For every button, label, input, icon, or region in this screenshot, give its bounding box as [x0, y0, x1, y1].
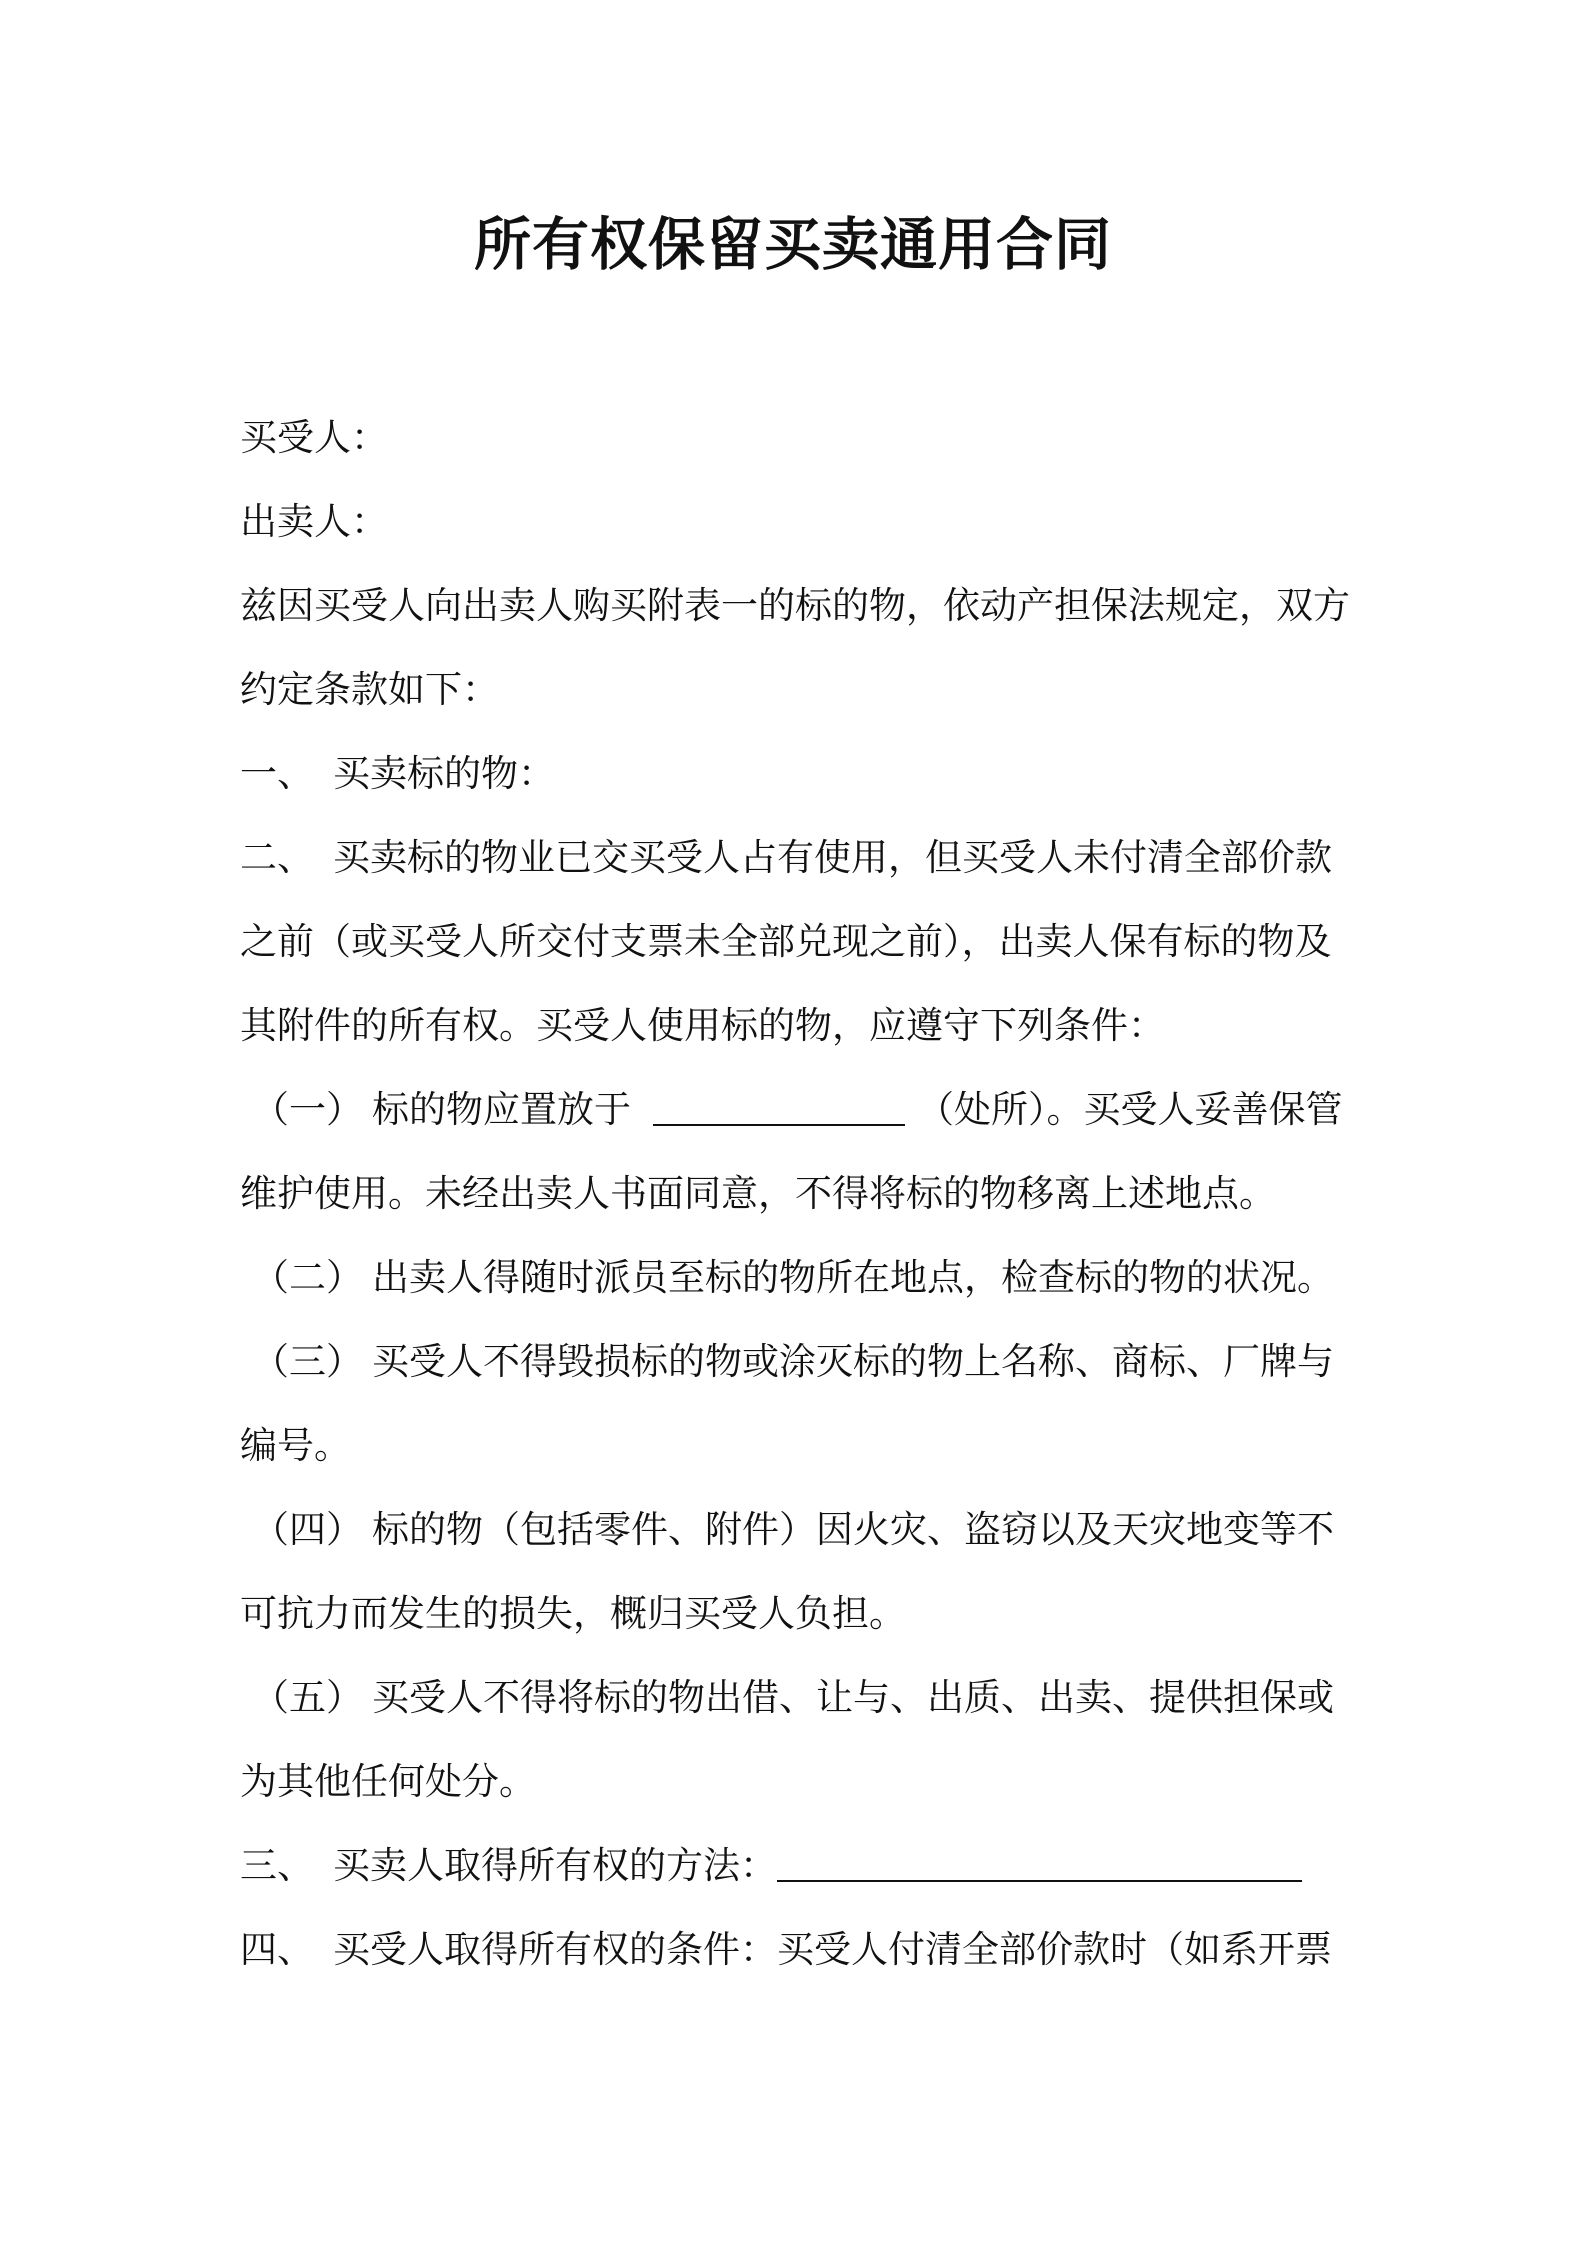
article-2-line-2: 之前（或买受人所交付支票未全部兑现之前），出卖人保有标的物及 — [240, 920, 1332, 963]
clause-5-line-2: 为其他任何处分。 — [240, 1760, 536, 1803]
clause-3-number: （三） — [252, 1340, 363, 1383]
buyer-label: 买受人： — [240, 416, 388, 459]
clause-2-number: （二） — [252, 1256, 363, 1299]
article-3-text: 买卖人取得所有权的方法： — [333, 1844, 777, 1887]
article-3-number: 三、 — [240, 1844, 314, 1887]
article-3 — [240, 1840, 1360, 1892]
method-blank[interactable] — [777, 1846, 1302, 1882]
clause-4-line-1 — [252, 1504, 1372, 1556]
clause-2-text: 出卖人得随时派员至标的物所在地点，检查标的物的状况。 — [372, 1256, 1334, 1299]
seller-label: 出卖人： — [240, 500, 388, 543]
article-4-text: 买受人取得所有权的条件：买受人付清全部价款时（如系开票 — [333, 1928, 1332, 1971]
clause-3-text-1: 买受人不得毁损标的物或涂灭标的物上名称、商标、厂牌与 — [372, 1340, 1334, 1383]
article-2-line-3: 其附件的所有权。买受人使用标的物，应遵守下列条件： — [240, 1004, 1165, 1047]
clause-3-line-2: 编号。 — [240, 1424, 351, 1467]
document-title: 所有权保留买卖通用合同 — [474, 212, 1112, 278]
article-1 — [240, 748, 1360, 800]
intro-line-1: 兹因买受人向出卖人购买附表一的标的物，依动产担保法规定，双方 — [240, 584, 1350, 627]
clause-3-line-1 — [252, 1336, 1372, 1388]
article-2-number: 二、 — [240, 836, 314, 879]
location-blank[interactable] — [653, 1090, 905, 1126]
article-2-text-1: 买卖标的物业已交买受人占有使用，但买受人未付清全部价款 — [333, 836, 1332, 879]
article-1-text: 买卖标的物： — [333, 752, 555, 795]
clause-5-text-1: 买受人不得将标的物出借、让与、出质、出卖、提供担保或 — [372, 1676, 1334, 1719]
article-2-line-1 — [240, 832, 1360, 884]
clause-1-text-after: （处所）。买受人妥善保管 — [917, 1088, 1343, 1131]
clause-1-line-1 — [252, 1084, 1372, 1136]
clause-1-number: （一） — [252, 1088, 363, 1131]
clause-1-text-before: 标的物应置放于 — [372, 1088, 631, 1131]
clause-1-line-2: 维护使用。未经出卖人书面同意，不得将标的物移离上述地点。 — [240, 1172, 1276, 1215]
clause-5-line-1 — [252, 1672, 1372, 1724]
clause-4-line-2: 可抗力而发生的损失，概归买受人负担。 — [240, 1592, 906, 1635]
clause-4-text-1: 标的物（包括零件、附件）因火灾、盗窃以及天灾地变等不 — [372, 1508, 1334, 1551]
clause-4-number: （四） — [252, 1508, 363, 1551]
intro-line-2: 约定条款如下： — [240, 668, 499, 711]
article-4 — [240, 1924, 1360, 1976]
clause-5-number: （五） — [252, 1676, 363, 1719]
article-4-number: 四、 — [240, 1928, 314, 1971]
clause-2-line-1 — [252, 1252, 1372, 1304]
article-1-number: 一、 — [240, 752, 314, 795]
